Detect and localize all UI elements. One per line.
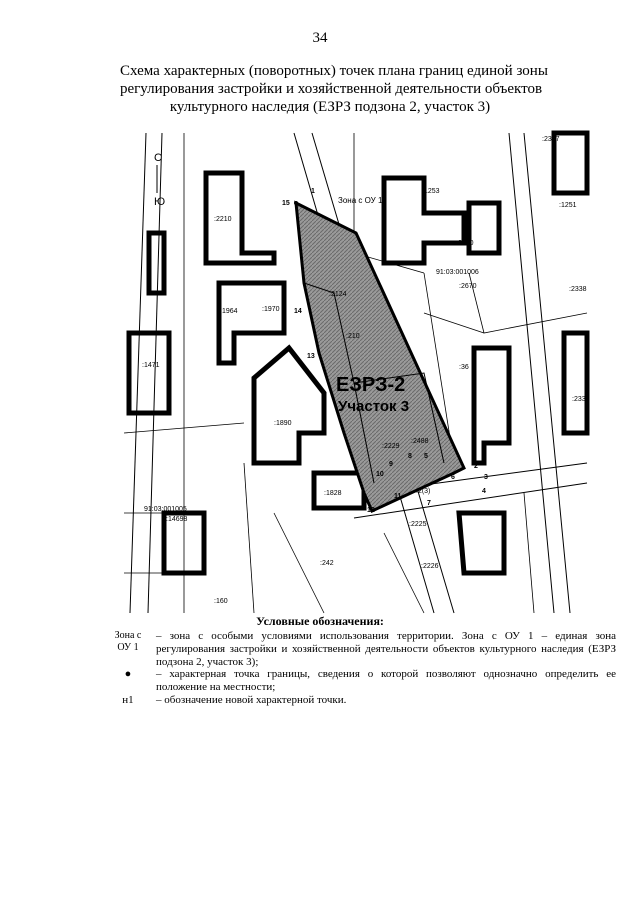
parcel-label: :36 <box>459 364 469 371</box>
legend-text: – зона с особыми условиями использования территории. Зона с ОУ 1 – единая зона регулирования застройки и хозяйственной деятельности объектов культурного наследия (ЕЗРЗ подзона 2, участок 3); <box>156 630 616 668</box>
legend-text: – обозначение новой характерной точки. <box>156 694 347 706</box>
legend-symbol-point: ● <box>124 668 132 680</box>
title-line-1: Схема характерных (поворотных) точек плана границ единой зоны <box>120 63 548 79</box>
parcel-label: :1970 <box>262 306 280 313</box>
legend-text: – характерная точка границы, сведения о которой позволяют однозначно определить ее положение на местности; <box>156 668 616 693</box>
parcel-label: :2488 <box>411 438 429 445</box>
point-label: 15 <box>282 200 290 207</box>
legend-item <box>108 668 618 696</box>
zone-title: ЕЗРЗ-2 <box>336 374 406 396</box>
parcel-label: :2225 <box>409 521 427 528</box>
parcel-label: :1964 <box>220 308 238 315</box>
legend-symbol-zone: Зона с ОУ 1 <box>114 630 142 653</box>
parcel-label: :1828 <box>324 490 342 497</box>
south-label: Ю <box>154 196 166 208</box>
parcel-label: :2229 <box>382 443 400 450</box>
cadastral-map <box>124 133 590 613</box>
point-label: 5 <box>424 453 428 460</box>
point-label: 8 <box>408 453 412 460</box>
zone-note: Зона с ОУ 1 <box>338 196 383 205</box>
point-marker <box>294 201 298 205</box>
title-line-2: регулирования застройки и хозяйственной деятельности объектов <box>120 81 543 97</box>
legend-title: Условные обозначения: <box>256 614 384 628</box>
parcel-label: :2334 <box>572 396 590 403</box>
parcel-label: :1253 <box>422 188 440 195</box>
point-label: 3 <box>484 474 488 481</box>
point-label: 12 <box>367 507 375 514</box>
parcel-label: :1471 <box>142 362 160 369</box>
parcel-label: :2124 <box>329 291 347 298</box>
parcel-label: :2226 <box>421 563 439 570</box>
legend-symbol-new-point: н1 <box>122 694 134 706</box>
page-number: 34 <box>312 30 328 46</box>
parcel-label: :2(3) <box>416 488 431 495</box>
parcel-label: :14698 <box>166 516 188 523</box>
point-label: 14 <box>294 308 302 315</box>
parcel-label: :2337 <box>542 136 560 143</box>
point-label: 10 <box>376 471 384 478</box>
parcel-label: :1251 <box>559 202 577 209</box>
parcel-label: :242 <box>320 560 334 567</box>
point-label: 11 <box>394 493 402 500</box>
parcel-label: :2210 <box>214 216 232 223</box>
parcel-label: :160 <box>214 598 228 605</box>
parcel-label: :210 <box>346 333 360 340</box>
point-label: 1 <box>311 188 315 195</box>
parcel-label: :2270 <box>456 240 474 247</box>
point-label: 7 <box>427 500 431 507</box>
point-label: 2 <box>474 463 478 470</box>
north-label: С <box>154 152 162 164</box>
legend-item <box>108 694 618 708</box>
parcel-label: 91:03:001005 <box>144 506 187 513</box>
page-title <box>120 62 548 116</box>
parcel-label: 91:03:001006 <box>436 269 479 276</box>
point-label: 9 <box>389 461 393 468</box>
parcel-label: :2338 <box>569 286 587 293</box>
title-line-3: культурного наследия (ЕЗРЗ подзона 2, участок 3) <box>169 99 491 115</box>
parcel-label: :1890 <box>274 420 292 427</box>
point-label: 13 <box>307 353 315 360</box>
point-label: 4 <box>482 488 486 495</box>
parcel-label: :2670 <box>459 283 477 290</box>
point-label: 6 <box>451 474 455 481</box>
zone-subtitle: Участок 3 <box>338 398 410 415</box>
